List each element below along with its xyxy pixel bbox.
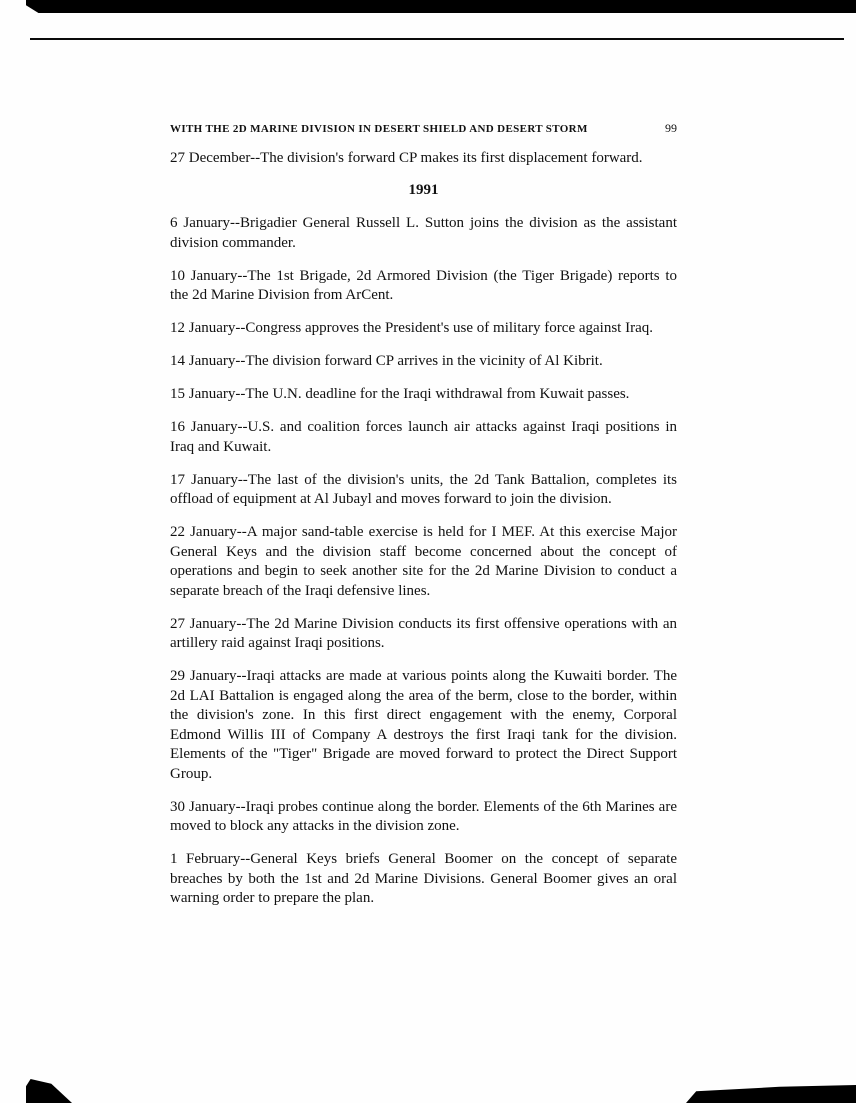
chronology-entry-16-january: 16 January--U.S. and coalition forces launch air attacks against Iraqi positions in Iraq and Kuwait. [170, 419, 677, 455]
chronology-entry-30-january: 30 January--Iraqi probes continue along the border. Elements of the 6th Marines are moved to block any attacks in the division zone. [170, 798, 677, 834]
chronology-entry-17-january: 17 January--The last of the division's units, the 2d Tank Battalion, completes its offload of equipment at Al Jubayl and moves forward to join the division. [170, 471, 677, 507]
chronology-entry-27-january: 27 January--The 2d Marine Division conducts its first offensive operations with an artillery raid against Iraqi positions. [170, 615, 677, 651]
chronology-entry-10-january: 10 January--The 1st Brigade, 2d Armored Division (the Tiger Brigade) reports to the 2d Marine Division from ArCent. [170, 267, 677, 303]
page-number: 99 [665, 121, 677, 135]
chronology-entry-12-january: 12 January--Congress approves the President's use of military force against Iraq. [170, 320, 653, 336]
chronology-entry-6-january: 6 January--Brigadier General Russell L. Sutton joins the division as the assistant division commander. [170, 215, 677, 251]
scan-artifact-top-bar [26, 0, 856, 13]
page-content [170, 121, 677, 922]
section-heading-year: 1991 [408, 182, 439, 198]
running-header-title: WITH THE 2D MARINE DIVISION IN DESERT SHIELD AND DESERT STORM [170, 123, 588, 135]
running-header [170, 121, 677, 136]
chronology-entry-14-january: 14 January--The division forward CP arrives in the vicinity of Al Kibrit. [170, 353, 603, 369]
chronology-entry-22-january: 22 January--A major sand-table exercise is held for I MEF. At this exercise Major General Keys and the division staff become concerned about the concept of operations and begin to seek another site for the 2d Marine Division to conduct a separate breach of the Iraqi defensive lines. [170, 524, 677, 599]
chronology-entry-29-january: 29 January--Iraqi attacks are made at various points along the Kuwaiti border. The 2d LAI Battalion is engaged along the area of the berm, close to the border, within the division's zone. In this first direct engagement with the enemy, Corporal Edmond Willis III of Company A destroys the first Iraqi tank for the division. Elements of the "Tiger" Brigade are moved forward to protect the Direct Support Group. [170, 668, 677, 782]
scan-artifact-top-line [30, 38, 844, 40]
chronology-entry-27-december: 27 December--The division's forward CP makes its first displacement forward. [170, 150, 643, 166]
scan-artifact-bottom-right [686, 1085, 856, 1103]
scan-artifact-bottom-left [26, 1079, 72, 1103]
chronology-entry-15-january: 15 January--The U.N. deadline for the Iraqi withdrawal from Kuwait passes. [170, 386, 630, 402]
chronology-entry-1-february: 1 February--General Keys briefs General Boomer on the concept of separate breaches by both the 1st and 2d Marine Divisions. General Boomer gives an oral warning order to prepare the plan. [170, 851, 677, 906]
